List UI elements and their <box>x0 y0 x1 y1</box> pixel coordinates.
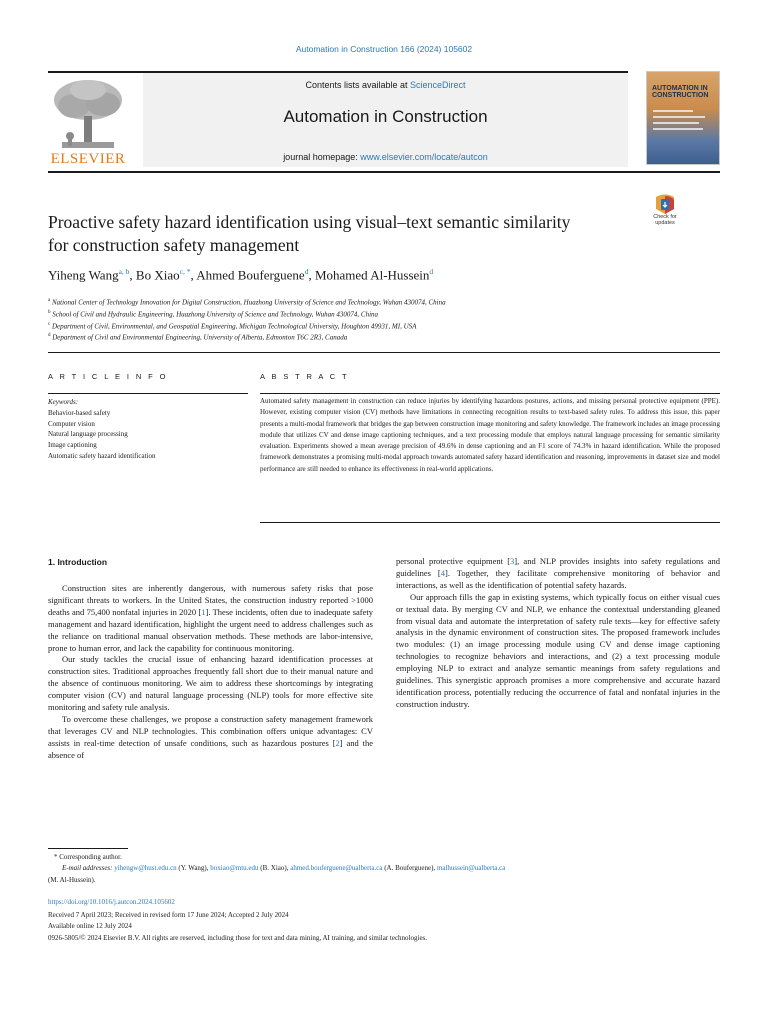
affiliation-text: Department of Civil, Environmental, and Geospatial Engineering, Michigan Technological University, Houghton 49931, MI, USA <box>50 321 417 330</box>
abstract-rule <box>260 393 720 394</box>
journal-homepage-line <box>143 152 628 162</box>
email-owner: (A. Bouferguene), <box>382 864 437 873</box>
email-tail: (M. Al-Hussein). <box>48 875 96 884</box>
author-affiliation-sup[interactable]: d <box>304 267 309 276</box>
author-name: Bo Xiao <box>135 267 180 283</box>
body-text: Our approach fills the gap in existing systems, which typically focus on either visual cues or textual data. By merging CV and NLP, we enhance the contextual understanding gleaned from visual data and automate the interpretation of safety rule texts—key for effective safety analysis in the dynamic environment of construction sites. The proposed framework includes two modules: (1) an image processing module using CV and dense image captioning technologies to recognize behaviors and interactions, and (2) a text processing module employing NLP to extract and analyze semantic meanings from safety regulations and guidelines. This synergistic approach promises a more comprehensive and accurate hazard identification process, potentially reducing the occurrence of fatal and nonfatal injuries in the construction industry. <box>396 591 720 709</box>
author-name: Ahmed Bouferguene <box>196 267 305 283</box>
body-text: To overcome these challenges, we propose a construction safety management framework that leverages CV and NLP technologies. This combination offers unique advantages: CV assists in real-time detection of unsafe conditions, such as hazardous postures [ <box>48 713 373 748</box>
homepage-prefix: journal homepage: <box>283 152 361 162</box>
email-link[interactable]: boxiao@mtu.edu <box>210 864 259 873</box>
keywords-label: Keywords: <box>48 398 79 406</box>
author-affiliation-sup[interactable]: c, * <box>179 267 191 276</box>
body-paragraph <box>396 556 720 592</box>
author-separator: , <box>190 267 197 283</box>
sciencedirect-link[interactable]: ScienceDirect <box>410 80 466 90</box>
masthead-bottom-rule <box>48 171 720 173</box>
author-list <box>48 267 728 283</box>
check-for-updates-badge[interactable] <box>648 193 682 233</box>
publication-dates <box>48 910 720 944</box>
body-text: Construction sites are inherently dangerous, with numerous safety risks that pose significant threats to workers. In the United States, the construction industry reported >1000 deaths and 75,400 nonfatal injuries in 2020 [ <box>48 583 373 617</box>
introduction-heading: 1. Introduction <box>48 557 108 567</box>
body-text: ]. Together, they facilitate comprehensive monitoring of behavior and interactions, as well as the identification of potential safety hazards. <box>396 567 720 590</box>
elsevier-wordmark: ELSEVIER <box>50 151 126 167</box>
body-paragraph <box>48 654 373 714</box>
check-updates-icon <box>648 193 682 215</box>
affiliations <box>48 296 728 343</box>
article-info-rule <box>48 393 248 394</box>
journal-cover-thumbnail[interactable] <box>646 71 720 165</box>
paper-title <box>48 211 638 257</box>
author-affiliation-sup[interactable]: a, b <box>118 267 130 276</box>
email-link[interactable]: malhussein@ualberta.ca <box>436 864 506 873</box>
body-text: personal protective equipment [ <box>396 556 511 566</box>
affiliation-line <box>48 296 728 308</box>
paper-title-line: for construction safety management <box>48 235 300 255</box>
email-label: E-mail addresses: <box>62 864 115 873</box>
tree-icon <box>48 76 128 150</box>
citation-link[interactable]: 1 <box>201 606 206 617</box>
affiliation-sup: a <box>48 298 51 303</box>
email-addresses <box>48 863 720 874</box>
keyword: Computer vision <box>48 419 95 428</box>
cover-text-line <box>653 122 699 124</box>
citation-link[interactable]: 2 <box>335 737 340 748</box>
author-name: Yiheng Wang <box>48 267 119 283</box>
affiliation-line <box>48 320 728 332</box>
citation-link[interactable]: 4 <box>440 567 445 578</box>
email-link[interactable]: ahmed.bouferguene@ualberta.ca <box>290 864 383 873</box>
keyword: Image captioning <box>48 441 97 450</box>
cover-title: AUTOMATION IN CONSTRUCTION <box>652 85 709 100</box>
body-paragraph <box>396 592 720 711</box>
contents-line <box>143 80 628 90</box>
affiliation-sup: b <box>48 309 51 315</box>
body-text: Our study tackles the crucial issue of enhancing hazard identification processes at construction sites. Traditional approaches frequently fall short due to their manual nature and the absence of continuous monitoring. We aim to address these shortcomings by integrating computer vision (CV) and natural language processing (NLP) tools for more effective site monitoring and safety rule analysis. <box>48 654 373 713</box>
body-column-left <box>48 583 373 762</box>
affiliation-line <box>48 331 728 343</box>
email-owner: (B. Xiao), <box>258 864 291 873</box>
abstract-text: Automated safety management in construction can reduce injuries by identifying hazardous postures, actions, and missing personal protective equipment (PPE). However, existing computer vision (CV) methods have limitations in connecting recognition results to text-based safety rules. To address this issue, this paper presents a multi-modal framework that bridges the gap between construction image monitoring and safety knowledge. The framework includes an image processing module that utilizes CV and dense image captioning techniques, and a text processing module that employs natural language processing for semantic similarity evaluation. Experiments showed a mean average precision of 49.6% in dense captioning and an F1 score of 74.3% in hazard identification. While the proposed framework demonstrates a promising multi-modal approach towards automated safety hazard identification and reasoning, improvements in dataset size and model performance are still needed to enhance its effectiveness in real-world applications. <box>260 397 720 473</box>
email-link[interactable]: yihengw@hust.edu.cn <box>114 864 177 873</box>
footnote-rule <box>48 848 128 849</box>
online-date: Available online 12 July 2024 <box>48 922 132 931</box>
cover-text-line <box>653 128 703 130</box>
section-rule <box>48 352 720 353</box>
journal-title: Automation in Construction <box>283 107 488 126</box>
author-separator: , <box>308 267 315 283</box>
author-affiliation-sup[interactable]: d <box>429 267 434 276</box>
affiliation-line <box>48 308 728 320</box>
contents-prefix: Contents lists available at <box>305 80 411 90</box>
email-owner: (Y. Wang), <box>176 864 211 873</box>
affiliation-sup: c <box>48 321 51 327</box>
affiliation-text: National Center of Technology Innovation for Digital Construction, Huazhong University of Science and Technology, Wuhan 430074, China <box>50 298 446 307</box>
article-info-heading: A R T I C L E I N F O <box>48 372 168 381</box>
received-dates: Received 7 April 2023; Received in revised form 17 June 2024; Accepted 2 July 2024 <box>48 911 289 919</box>
running-head[interactable]: Automation in Construction 166 (2024) 105602 <box>295 44 473 54</box>
journal-homepage-link[interactable]: www.elsevier.com/locate/autcon <box>360 152 488 162</box>
body-text: ], and NLP provides insights into safety regulations and guidelines [ <box>396 556 720 578</box>
cover-text-line <box>653 110 693 112</box>
keyword: Behavior-based safety <box>48 408 111 417</box>
footnotes <box>48 852 720 886</box>
affiliation-text: School of Civil and Hydraulic Engineering, Huazhong University of Science and Technology, Wuhan 430074, China <box>50 310 379 319</box>
body-text: ] and the absence of <box>48 737 373 760</box>
body-paragraph <box>48 714 373 762</box>
corresponding-author-note: * Corresponding author. <box>54 853 122 861</box>
body-paragraph <box>48 583 373 654</box>
abstract-bottom-rule <box>260 522 720 523</box>
affiliation-sup: d <box>48 333 51 339</box>
abstract-heading: A B S T R A C T <box>260 372 349 381</box>
cover-text-line <box>653 116 705 118</box>
author-name: Mohamed Al-Hussein <box>314 267 430 283</box>
paper-title-line: Proactive safety hazard identification using visual–text semantic similarity <box>48 212 571 232</box>
keywords-block <box>48 397 248 462</box>
doi-link[interactable]: https://doi.org/10.1016/j.autcon.2024.105602 <box>48 898 175 906</box>
body-text: ]. These incidents, often due to inadequate safety management and hazard identification, highlight the urgent need to address challenges such as the reliance on traditional manual observation methods. These methods are labor-intensive, prone to human error, and lack the capability for continuous monitoring. <box>48 606 373 653</box>
keyword: Automatic safety hazard identification <box>48 451 156 460</box>
check-updates-label: Check for updates <box>653 214 677 226</box>
author-separator: , <box>129 267 136 283</box>
citation-link[interactable]: 3 <box>510 556 515 566</box>
affiliation-text: Department of Civil and Environmental Engineering, University of Alberta, Edmonton T6C 2R3, Canada <box>50 333 348 342</box>
copyright-line: 0926-5805/© 2024 Elsevier B.V. All rights are reserved, including those for text and data mining, AI training, and similar technologies. <box>48 933 428 942</box>
keyword: Natural language processing <box>48 430 128 439</box>
keyword-list <box>48 408 248 462</box>
body-column-right <box>396 556 720 711</box>
